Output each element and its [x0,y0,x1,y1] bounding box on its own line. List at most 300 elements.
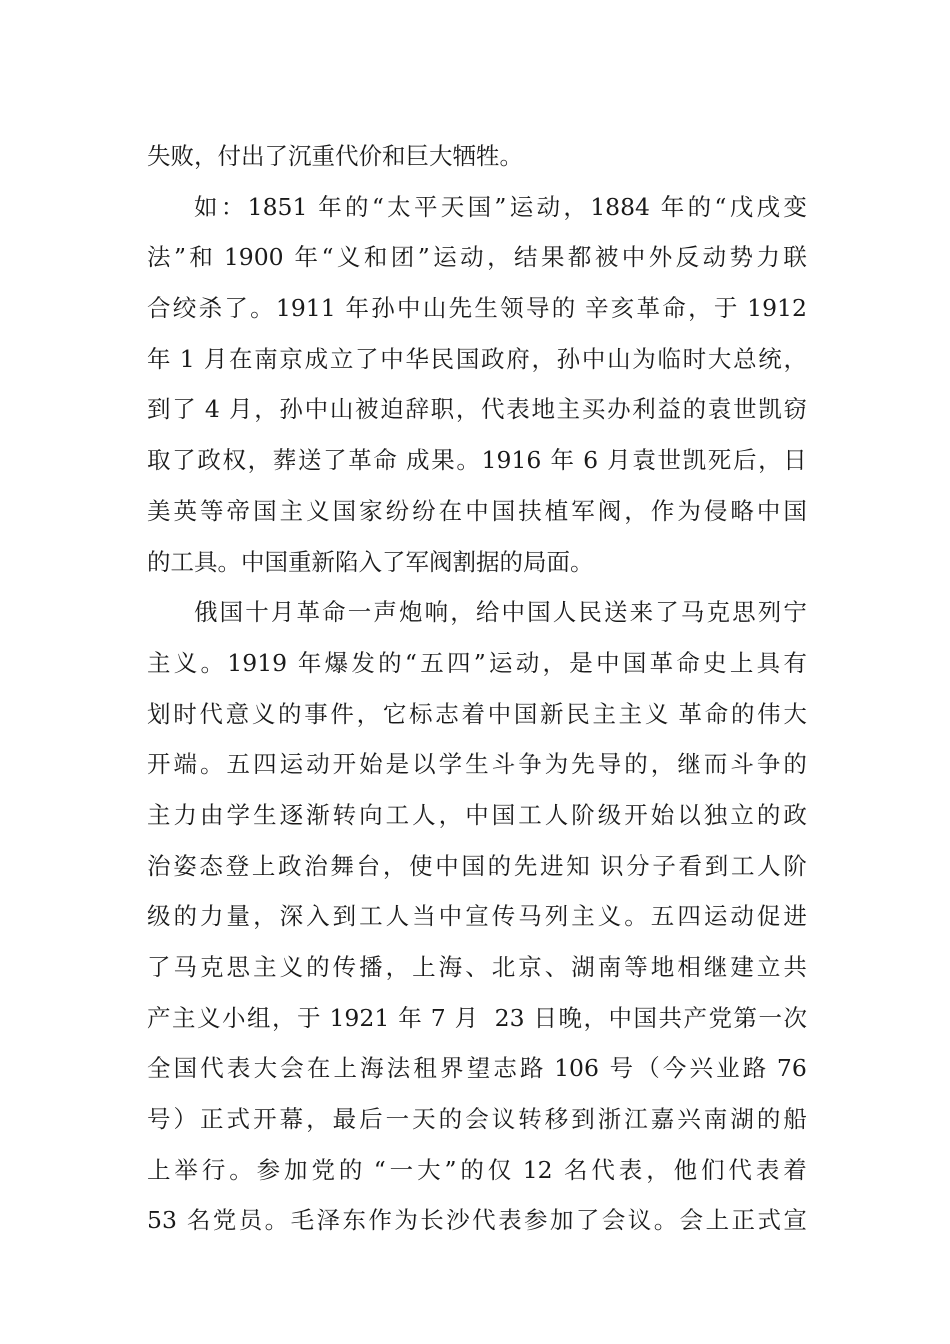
text-glyph: 天 [440,192,465,221]
text-glyph: 1919 [227,648,295,677]
text-glyph: 中 [756,496,781,525]
text-glyph: 毛 [290,1206,315,1235]
text-glyph: 克 [200,953,224,981]
text-glyph: 国 [219,598,244,627]
text-glyph: 国 [253,496,277,525]
text-glyph: 最 [332,1105,357,1134]
text-glyph: 在 [438,496,463,525]
text-glyph: 人 [552,598,577,627]
text-line [147,1195,807,1246]
text-glyph: 作 [368,1206,392,1235]
text-glyph: 命 [704,699,729,728]
text-glyph: 的 [624,750,648,779]
text-glyph: 买 [581,395,606,424]
body-text [147,131,807,1246]
text-glyph: 23 [494,1003,532,1032]
text-glyph: 美 [147,496,171,525]
text-glyph: ） [173,1105,198,1134]
text-glyph: 当 [412,902,436,931]
text-glyph: 命 [322,598,346,627]
text-glyph: 名 [186,1206,211,1235]
text-glyph: 凯 [682,446,707,475]
text-glyph: 小 [222,1003,246,1032]
text-glyph: 五 [226,750,251,779]
text-glyph: 地 [650,953,675,981]
text-glyph: 。 [264,1206,289,1235]
text-glyph: 中 [304,395,329,424]
text-glyph: 主 [147,648,171,677]
text-glyph: 益 [657,395,681,424]
text-glyph: 浙 [597,1105,622,1134]
text-glyph: 动 [730,902,754,931]
text-glyph: 6 [583,446,606,475]
text-glyph: 先 [448,294,473,323]
text-glyph: 。 [229,1155,253,1184]
text-glyph: 袁 [632,446,656,475]
text-glyph: 上 [251,851,276,880]
text-glyph: 辞 [405,395,429,424]
text-glyph: ， [450,598,474,627]
text-glyph: 转 [332,800,357,829]
text-glyph: 转 [518,1105,542,1134]
text-glyph: 孙 [279,395,303,424]
text-glyph: 东 [342,1206,366,1235]
text-glyph: ， [646,1155,670,1184]
text-glyph: 的 [551,294,583,323]
text-glyph: 1916 [481,446,549,475]
text-glyph: 共 [658,1003,682,1032]
text-glyph: 动 [460,243,484,272]
text-glyph: ， [563,192,587,221]
text-glyph: 会 [601,1206,626,1235]
text-glyph: 级 [147,902,171,931]
text-glyph: 生 [253,800,277,829]
text-glyph: 在 [229,344,253,373]
text-glyph: 一 [347,598,372,627]
text-glyph: 学 [226,800,251,829]
text-glyph: 先 [571,750,595,779]
text-glyph: 加 [284,1155,308,1184]
text-glyph: 划 [147,699,171,728]
text-glyph: 的 [756,800,781,829]
text-glyph: 凯 [758,395,782,424]
text-glyph: 革 [296,598,320,627]
text-glyph: ， [247,446,272,475]
text-glyph: 人 [412,800,436,829]
text-glyph: 月 [203,344,228,373]
text-glyph: 长 [420,1206,444,1235]
text-glyph: 台 [356,851,381,880]
text-glyph: 到 [147,395,171,424]
text-glyph: 党 [708,1003,732,1032]
text-glyph: 义 [644,699,676,728]
text-glyph: 命 [662,294,686,323]
text-glyph: 反 [675,243,700,272]
text-glyph: 晚 [558,1003,582,1032]
text-glyph: 的 [338,1155,370,1184]
text-glyph: ， [382,851,407,880]
text-glyph: 袁 [707,395,732,424]
text-glyph: 时 [173,699,197,728]
text-glyph: 相 [677,953,701,981]
text-glyph: 员 [238,1206,263,1235]
text-glyph: 送 [297,446,322,475]
text-glyph: 一 [389,1155,414,1184]
text-line [147,993,807,1044]
text-glyph: 如 [194,192,218,221]
text-glyph: 戊 [729,192,754,221]
text-glyph: 阶 [571,800,595,829]
text-glyph: 马 [518,902,542,931]
text-glyph: 革 [348,446,372,475]
text-glyph: “ [321,243,334,272]
text-glyph: 运 [703,902,728,931]
text-glyph: 的 [730,699,755,728]
text-glyph: 今 [662,1054,687,1083]
text-glyph: 后 [732,446,757,475]
text-glyph: 杀 [198,294,223,323]
text-glyph: 党 [212,1206,237,1235]
text-line [147,891,807,942]
text-glyph: 代 [472,1206,496,1235]
text-glyph: 。 [456,446,480,475]
text-glyph: ， [650,750,675,779]
text-line [147,486,807,537]
text-glyph: 立 [329,344,354,373]
text-glyph: 有 [783,648,807,677]
text-glyph: 工 [359,902,383,931]
text-glyph: 四 [253,750,277,779]
text-glyph: 中 [465,800,489,829]
text-glyph: 12 [522,1155,561,1184]
text-glyph: 了 [355,344,379,373]
text-glyph: （ [636,1054,660,1083]
text-glyph: 的 [783,750,807,779]
text-glyph: 主 [253,953,277,981]
text-glyph: 入 [306,902,330,931]
text-glyph: 海 [360,1054,384,1083]
text-glyph: 知 [566,851,598,880]
text-glyph: 深 [279,902,304,931]
text-glyph: 动 [515,648,540,677]
text-glyph: 路 [742,1054,774,1083]
text-line [147,384,807,435]
text-glyph: 主 [556,395,581,424]
text-glyph: ” [473,648,486,677]
text-glyph: 义 [597,902,622,931]
text-glyph: 一 [385,1105,410,1134]
text-glyph: 工 [518,800,542,829]
text-glyph: 总 [733,344,757,373]
text-glyph: 日 [783,446,807,475]
text-glyph: 植 [544,496,569,525]
text-glyph: 京 [279,344,303,373]
text-glyph: 代 [591,1155,615,1184]
text-glyph: 义 [336,243,361,272]
text-glyph: 政 [278,851,302,880]
text-line [147,790,807,841]
text-glyph: 中 [487,699,512,728]
text-glyph: 的 [756,1105,781,1134]
text-glyph: 主 [279,496,304,525]
text-glyph: 举 [174,1155,198,1184]
text-glyph: 的 [460,1155,484,1184]
text-glyph: 等 [200,496,224,525]
text-glyph: 了 [323,446,347,475]
text-line [147,1043,807,1094]
text-glyph: 治 [147,851,171,880]
text-glyph: 1851 [247,192,315,221]
text-glyph: 始 [650,800,675,829]
text-glyph: 义 [251,699,276,728]
text-glyph: 表 [618,1155,643,1184]
text-glyph: 阶 [783,851,807,880]
text-glyph: 来 [629,598,654,627]
text-glyph: 了 [224,294,248,323]
text-glyph: 表 [226,1054,251,1083]
text-glyph: 月 [607,446,631,475]
text-glyph: 式 [226,1105,251,1134]
text-glyph: 是 [569,648,593,677]
text-glyph: 。 [653,1206,678,1235]
text-glyph: ， [688,294,712,323]
text-glyph: 以 [412,750,436,779]
text-line [147,182,807,233]
text-glyph: 地 [531,395,555,424]
text-glyph: 组 [247,1003,271,1032]
text-glyph: 共 [783,953,807,981]
text-glyph: 职 [430,395,455,424]
text-glyph: 路 [519,1054,551,1083]
text-glyph: 学 [438,750,463,779]
text-glyph: 民 [566,699,590,728]
text-glyph: 国 [513,699,538,728]
text-glyph: 幕 [279,1105,304,1134]
text-glyph: 表 [498,1206,522,1235]
text-glyph: 的 [682,395,707,424]
text-glyph: 窃 [783,395,807,424]
text-glyph: 国 [332,496,357,525]
text-glyph: 思 [732,598,756,627]
text-glyph: 着 [783,1155,807,1184]
text-glyph: ， [758,446,782,475]
text-glyph: 到 [704,851,729,880]
text-glyph: 时 [682,344,707,373]
text-glyph: 的 [278,699,302,728]
text-glyph: 中 [380,344,404,373]
text-glyph: 舞 [330,851,354,880]
text-glyph: 利 [632,395,656,424]
text-line [147,1094,807,1145]
text-glyph: 上 [412,953,436,981]
text-glyph: 家 [359,496,383,525]
text-line [147,942,807,993]
text-glyph: 果 [431,446,455,475]
text-glyph: 革 [649,648,674,677]
text-glyph: 渐 [306,800,330,829]
text-glyph: ， [624,496,648,525]
text-glyph: 死 [707,446,732,475]
text-glyph: 移 [544,1105,569,1134]
text-glyph: 立 [730,800,754,829]
text-glyph: 识 [599,851,624,880]
text-glyph: 望 [466,1054,491,1083]
text-glyph: 团 [390,243,415,272]
text-glyph: 主 [147,800,171,829]
text-glyph: 兴 [689,1054,713,1083]
text-glyph: 孙 [556,344,581,373]
text-glyph: 的 [487,851,512,880]
text-glyph: 临 [657,344,681,373]
text-glyph: 促 [756,902,781,931]
text-glyph: 上 [147,1155,171,1184]
text-glyph: 联 [783,243,807,272]
text-glyph: 动 [702,243,727,272]
text-glyph: 列 [544,902,569,931]
text-glyph: 先 [513,851,538,880]
text-glyph: 号 [609,1054,634,1083]
text-glyph: 命 [373,446,405,475]
text-glyph: 事 [304,699,328,728]
text-glyph: 行 [201,1155,226,1184]
text-glyph: ， [385,953,410,981]
text-glyph: 法 [386,1054,411,1083]
text-glyph: 登 [225,851,250,880]
text-glyph: 葬 [272,446,297,475]
text-glyph: 的 [438,1105,463,1134]
text-line [147,283,807,334]
text-glyph: ” [494,192,507,221]
text-glyph: 变 [783,192,807,221]
text-glyph: 国 [622,648,647,677]
text-glyph: 势 [729,243,753,272]
text-glyph: 立 [756,953,781,981]
text-glyph: 代 [481,395,505,424]
text-glyph: 播 [359,953,383,981]
text-glyph: 次 [783,1003,807,1032]
text-glyph: 第 [733,1003,757,1032]
text-glyph: 人 [385,902,410,931]
text-glyph: 正 [200,1105,224,1134]
text-glyph: 年 [297,648,322,677]
text-glyph: 革 [636,294,661,323]
text-glyph: 成 [304,344,329,373]
text-glyph: 为 [632,344,656,373]
text-glyph: 民 [430,344,455,373]
text-glyph: 取 [147,446,171,475]
text-glyph: 运 [489,648,513,677]
text-glyph: 办 [607,395,631,424]
text-glyph: 传 [332,953,357,981]
text-glyph: 克 [706,598,730,627]
text-glyph: 结 [514,243,538,272]
text-glyph: 号 [147,1105,171,1134]
text-glyph: 中 [438,902,463,931]
text-glyph: 向 [359,800,383,829]
text-glyph: 大 [707,344,732,373]
text-line [147,334,807,385]
text-glyph: 为 [544,750,569,779]
text-glyph: 态 [199,851,223,880]
text-glyph: 参 [524,1206,548,1235]
text-glyph: 开 [624,800,648,829]
text-glyph: 主 [571,902,595,931]
text-glyph: 的 [173,902,198,931]
text-glyph: 山 [329,395,354,424]
text-glyph: 着 [461,699,485,728]
text-glyph: 江 [624,1105,648,1134]
text-glyph: 一 [758,1003,782,1032]
text-glyph: 志 [493,1054,517,1083]
text-glyph: 国 [783,496,807,525]
text-glyph: 四 [446,648,471,677]
text-glyph: 、 [465,953,489,981]
text-glyph: 具 [756,648,781,677]
text-glyph: 南 [254,344,278,373]
text-glyph: 名 [563,1155,588,1184]
text-glyph: 中 [608,1003,632,1032]
text-glyph: 代 [728,1155,752,1184]
text-glyph: 京 [518,953,542,981]
text-glyph: 了 [575,1206,600,1235]
text-glyph: 日 [533,1003,557,1032]
text-glyph: 斗 [491,750,516,779]
text-glyph: 府 [506,344,530,373]
text-glyph: 政 [783,800,807,829]
text-glyph: 生 [465,750,489,779]
text-glyph: 1921 [329,1003,397,1032]
text-line: 的工具。中国重新陷入了军阀割据的局面。 [147,547,594,576]
text-glyph: 思 [226,953,251,981]
text-line [147,739,807,790]
text-glyph: 为 [394,1206,418,1235]
text-glyph: ， [531,344,555,373]
text-glyph: 动 [536,192,561,221]
text-glyph: 中 [596,648,620,677]
text-glyph: 运 [509,192,534,221]
text-glyph: 外 [648,243,673,272]
text-glyph: 的 [345,192,369,221]
text-glyph: 和 [189,243,221,272]
text-glyph: 宁 [783,598,807,627]
text-glyph: 继 [677,750,701,779]
text-glyph: 北 [491,953,516,981]
text-glyph: 权 [222,446,246,475]
text-glyph: 纷 [412,496,436,525]
text-glyph: 1911 [275,294,344,323]
text-glyph: 7 [430,1003,454,1032]
text-glyph: 后 [359,1105,383,1134]
text-glyph: 南 [597,953,622,981]
text-glyph: 兴 [677,1105,701,1134]
text-glyph: 被 [594,243,619,272]
text-glyph: 伟 [757,699,781,728]
text-glyph: 国 [633,1003,657,1032]
text-glyph: 等 [624,953,648,981]
text-glyph: 戌 [756,192,781,221]
text-glyph: 政 [197,446,221,475]
text-glyph: 阀 [597,496,622,525]
text-glyph: 绞 [172,294,197,323]
text-glyph: 中 [435,851,459,880]
text-glyph: 1912 [747,294,807,323]
text-glyph: 建 [730,953,754,981]
text-glyph: 国 [527,598,551,627]
text-glyph: 的 [306,953,330,981]
text-glyph: 世 [733,395,757,424]
text-glyph: 迫 [380,395,404,424]
text-glyph: 独 [703,800,728,829]
